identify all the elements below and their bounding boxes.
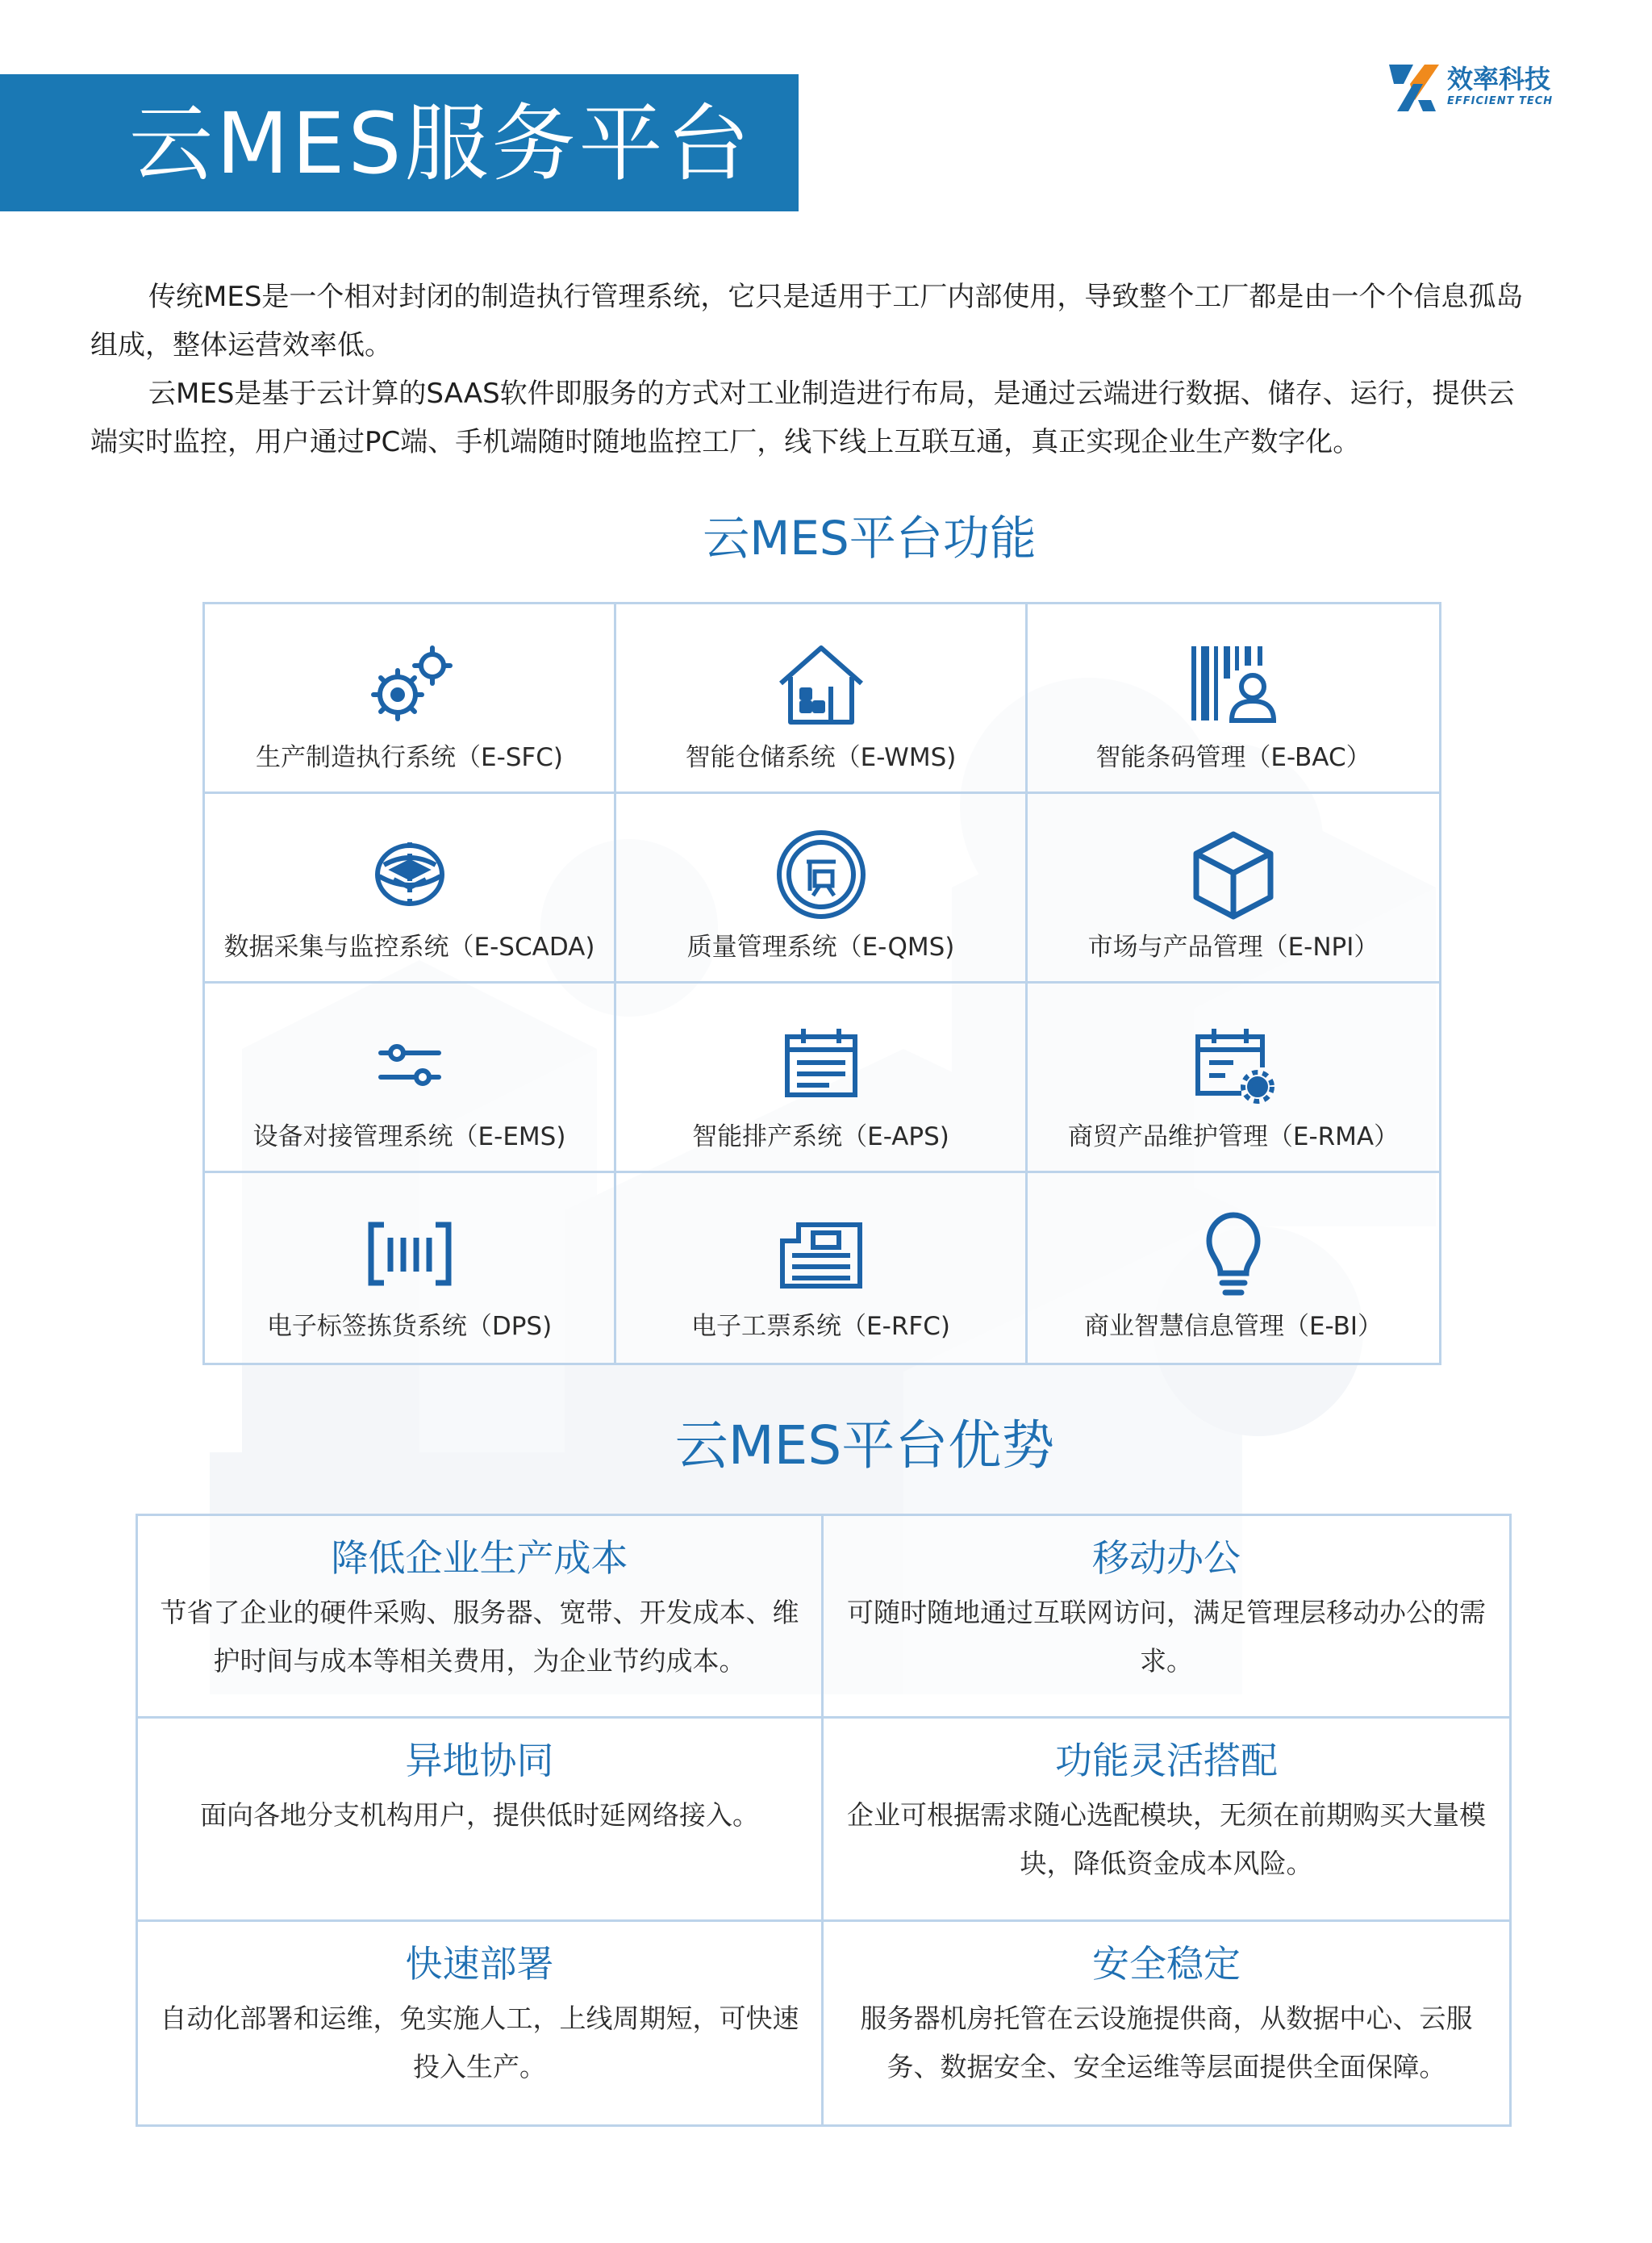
- logo-mark-icon: [1386, 60, 1442, 116]
- function-label: 商贸产品维护管理（E-RMA）: [1067, 1122, 1400, 1151]
- intro-text: [90, 273, 1526, 466]
- function-label: 商业智慧信息管理（E-BI）: [1083, 1312, 1383, 1341]
- function-label: 设备对接管理系统（E-EMS): [252, 1122, 566, 1151]
- function-cell: [205, 794, 616, 984]
- advantage-cell: [824, 1516, 1509, 1719]
- company-logo: [1386, 60, 1587, 124]
- function-label: 智能仓储系统（E-WMS): [685, 743, 957, 772]
- advantage-title: 快速部署: [405, 1941, 554, 1986]
- advantage-title: 异地协同: [405, 1739, 554, 1783]
- data-layers-icon: [361, 826, 458, 923]
- function-label: 质量管理系统（E-QMS): [686, 933, 955, 962]
- cube-icon: [1185, 826, 1282, 923]
- advantage-title: 功能灵活搭配: [1055, 1739, 1278, 1783]
- function-cell: [1028, 604, 1439, 794]
- advantage-cell: [824, 1719, 1509, 1921]
- advantage-desc: 企业可根据需求随心选配模块，无须在前期购买大量模块，降低资金成本风险。: [847, 1799, 1486, 1880]
- advantage-desc: 自动化部署和运维，免实施人工，上线周期短，可快速投入生产。: [160, 2002, 799, 2082]
- calendar-gear-icon: [1185, 1016, 1282, 1113]
- title-banner: [0, 74, 799, 211]
- advantage-cell: [138, 1719, 824, 1921]
- advantage-desc: 可随时随地通过互联网访问，满足管理层移动办公的需求。: [847, 1597, 1486, 1677]
- advantage-title: 移动办公: [1092, 1536, 1241, 1580]
- function-cell: [205, 984, 616, 1173]
- function-cell: [205, 1173, 616, 1363]
- advantage-desc: 节省了企业的硬件采购、服务器、宽带、开发成本、维护时间与成本等相关费用，为企业节约成本。: [160, 1597, 799, 1677]
- function-cell: [1028, 794, 1439, 984]
- warehouse-icon: [773, 637, 870, 733]
- function-cell: [1028, 984, 1439, 1173]
- function-label: 生产制造执行系统（E-SFC): [255, 743, 564, 772]
- function-label: 电子标签拣货系统（DPS): [266, 1312, 553, 1341]
- logo-subtitle: EFFICIENT TECH: [1447, 95, 1554, 107]
- advantage-title: 安全稳定: [1092, 1941, 1241, 1986]
- advantage-desc: 面向各地分支机构用户，提供低时延网络接入。: [200, 1799, 759, 1832]
- schedule-board-icon: [773, 1016, 870, 1113]
- barcode-user-icon: [1185, 637, 1282, 733]
- function-cell: [1028, 1173, 1439, 1363]
- quality-seal-icon: [773, 826, 870, 923]
- logo-name: 效率科技: [1447, 64, 1551, 94]
- intro-paragraph-2: 云MES是基于云计算的SAAS软件即服务的方式对工业制造进行布局，是通过云端进行数据、储存、运行，提供云端实时监控，用户通过PC端、手机端随时随地监控工厂，线下线上互联互通，真正实现企业生产数字化。: [90, 378, 1515, 458]
- function-label: 数据采集与监控系统（E-SCADA): [223, 933, 595, 962]
- page-title: 云MES服务平台: [129, 94, 753, 193]
- functions-title: 云MES平台功能: [703, 511, 1037, 566]
- lightbulb-icon: [1185, 1205, 1282, 1302]
- advantage-cell: [138, 1922, 824, 2124]
- function-cell: [616, 794, 1028, 984]
- function-cell: [616, 984, 1028, 1173]
- function-label: 智能条码管理（E-BAC）: [1095, 743, 1371, 772]
- function-label: 市场与产品管理（E-NPI）: [1087, 933, 1379, 962]
- function-label: 电子工票系统（E-RFC): [691, 1312, 950, 1341]
- function-label: 智能排产系统（E-APS): [692, 1122, 949, 1151]
- advantage-title: 降低企业生产成本: [331, 1536, 628, 1580]
- sliders-icon: [361, 1016, 458, 1113]
- rfid-tag-icon: [361, 1205, 458, 1302]
- function-cell: [205, 604, 616, 794]
- function-cell: [616, 1173, 1028, 1363]
- ticket-document-icon: [773, 1205, 870, 1302]
- advantage-cell: [824, 1922, 1509, 2124]
- advantage-desc: 服务器机房托管在云设施提供商，从数据中心、云服务、数据安全、安全运维等层面提供全面保障。: [860, 2002, 1473, 2082]
- advantages-grid: [136, 1514, 1512, 2127]
- functions-grid: [202, 602, 1441, 1365]
- advantages-title: 云MES平台优势: [674, 1414, 1055, 1477]
- gears-icon: [361, 637, 458, 733]
- function-cell: [616, 604, 1028, 794]
- intro-paragraph-1: 传统MES是一个相对封闭的制造执行管理系统，它只是适用于工厂内部使用，导致整个工厂都是由一个个信息孤岛组成，整体运营效率低。: [90, 281, 1524, 361]
- advantage-cell: [138, 1516, 824, 1719]
